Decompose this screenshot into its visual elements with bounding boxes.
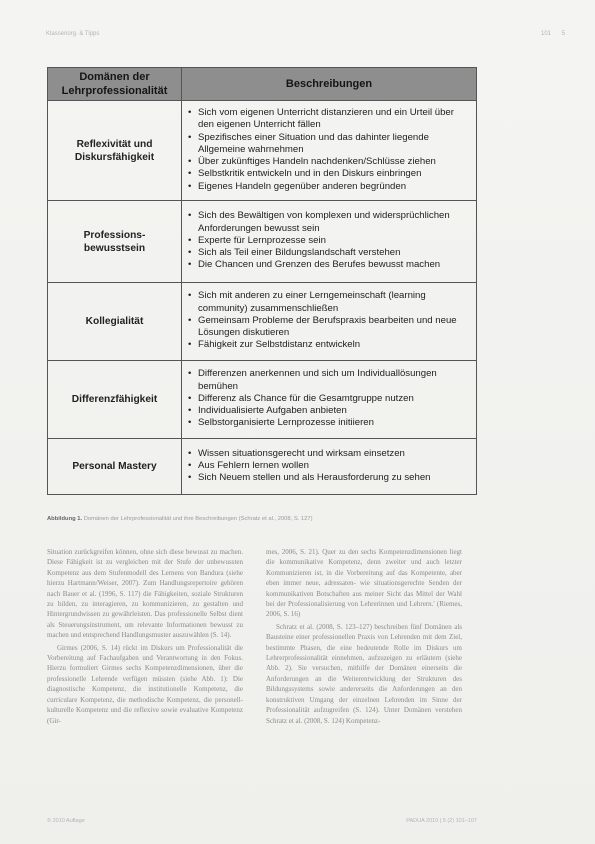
description-item: • Eigenes Handeln gegenüber anderen begründen [188,181,468,193]
description-list [188,107,468,192]
body-paragraph: Girmes (2006, S. 14) rückt im Diskurs um Professionalität die Vorbereitung auf Fachaufgaben und Verantwortung in den Fokus. Hierzu formuliert Girmes sechs Kompetenzdimensionen, über die professionelle Lehrende verfügen müssten (siehe Abb. 1): Die diagnostische Kompetenz, die institutionelle Kompetenz, die curriculare Kompetenz, die methodische Kompetenz, die personell-kulturelle Kompetenz und die reflexive sowie evaluative Kompetenz (Gir- [47,643,243,725]
header-domain [48,68,182,101]
description-item: • Die Chancen und Grenzen des Berufes bewusst machen [188,259,468,271]
body-paragraph: mes, 2006, S. 21). Quer zu den sechs Kompetenzdimensionen liegt die kommunikative Kompetenz, denn zweiter und auch letzter Kommunizieren ist, in die Vorbereitung auf das Kompetente, aber eben immer neue, adressaten- wie situationsgerechte Senden der kommunikativen Botschaften aus meiner Sicht das Mittel der Wahl bei der Professionalisierung von Lehrerinnen und Lehrern.' (Riemes, 2006, S. 16) [266,548,462,619]
table-row [48,283,477,361]
running-head-left: Klassenorg. & Tipps [46,31,100,37]
caption-label: Abbildung 1. [47,516,83,522]
description-item: • Selbstorganisierte Lernprozesse initiieren [188,417,468,429]
domain-cell [48,201,182,283]
table-row [48,201,477,283]
running-head-right: 101 [540,31,551,37]
domain-cell [48,101,182,201]
domain-name-line1: Professions- [83,229,146,241]
description-item: • Wissen situationsgerecht und wirksam einsetzen [188,448,468,460]
header-domain-line1: Domänen der [79,71,150,83]
domain-name-line1: Kollegialität [85,316,144,327]
header-domain-line2: Lehrprofessionalität [61,85,168,97]
description-cell [182,439,477,495]
figure-caption [47,515,477,523]
body-column-left [47,547,243,800]
domain-cell [48,439,182,495]
table-row [48,361,477,439]
description-item: • Individualisierte Aufgaben anbieten [188,405,468,417]
description-list [188,290,468,351]
description-item: • Über zukünftiges Handeln nachdenken/Schlüsse ziehen [188,156,468,168]
header-descriptions: Beschreibungen [182,68,477,101]
description-item: • Gemeinsam Probleme der Berufspraxis bearbeiten und neue Lösungen diskutieren [188,315,468,339]
domain-cell [48,283,182,361]
table-header-row [48,68,477,101]
caption-text: Domänen der Lehrprofessionalität und ihre Beschreibungen (Schratz et al., 2008, S. 127) [83,516,313,522]
description-list [188,210,468,271]
description-item: • Differenz als Chance für die Gesamtgruppe nutzen [188,393,468,405]
description-item: • Sich als Teil einer Bildungslandschaft verstehen [188,247,468,259]
description-cell [182,101,477,201]
description-cell [182,361,477,439]
description-item: • Differenzen anerkennen und sich um Individuallösungen bemühen [188,368,468,392]
description-item: • Aus Fehlern lernen wollen [188,460,468,472]
domain-cell [48,361,182,439]
running-head-page: 5 [561,31,565,37]
description-item: • Sich Neuem stellen und als Herausforderung zu sehen [188,472,468,484]
footer-left: © 2010 Auflage [47,818,85,824]
body-paragraph: Situation zurückgreifen können, ohne sich diese bewusst zu machen. Diese Fähigkeit ist zu vergleichen mit der Stufe der unbewussten Kompetenz aus dem Stufenmodell des Lernens von Bandura (siehe hierzu Hartmann/Weiser, 2007). Zum Handlungsrepertoire gehören nach Bauer et al. (1996, S. 117) die Fähigkeiten, soziale Strukturen zu bilden, zu interagieren, zu kommunizieren, zu gestalten und Hintergrundwissen zu gewährleisten. Das professionelle Selbst dient als Steuerungsinstrument, um relevante Informationen bewusst zu machen und entsprechend Handlungsmuster auszuwählen (S. 14). [47,548,243,640]
domain-name-line2: bewusstsein [83,242,146,254]
description-item: • Experte für Lernprozesse sein [188,235,468,247]
table-row [48,101,477,201]
description-cell [182,201,477,283]
description-item: • Sich mit anderen zu einer Lerngemeinschaft (learning community) zusammenschließen [188,290,468,314]
domain-name-line1: Personal Mastery [72,461,157,472]
description-cell [182,283,477,361]
description-item: • Sich des Bewältigen von komplexen und widersprüchlichen Anforderungen bewusst sein [188,210,468,234]
footer-right: PADUA 2010 | 5 (2) 101–107 [406,818,477,824]
domain-name-line1: Reflexivität und [76,138,153,150]
description-item: • Selbstkritik entwickeln und in den Diskurs einbringen [188,168,468,180]
running-head [46,31,565,41]
domains-table [47,67,477,495]
description-item: • Spezifisches einer Situation und das dahinter liegende Allgemeine wahrnehmen [188,132,468,156]
description-item: • Sich vom eigenen Unterricht distanzieren und ein Urteil über den eigenen Unterricht fällen [188,107,468,131]
body-paragraph: Schratz et al. (2008, S. 123–127) beschreiben fünf Domänen als Bausteine einer professionellen Praxis von Lehrenden mit dem Ziel, bestimmte Phasen, die eine bedeutende Rolle im Diskurs um Lehrerprofessionalität einnehmen, aufzuzeigen zu erläutern (siehe Abb. 2). Sie versuchen, mithilfe der Domänen einerseits die Anforderungen an die Weiterentwicklung der Strukturen des Bildungssystems sowie andererseits die Anforderungen an den konstruktiven Umgang der einzelnen Lehrenden im Sinne der Professionalität aufzugreifen (S. 124). Unter Domänen verstehen Schratz et al. (2008, S. 124) Kompetenz- [266,622,462,725]
table-row [48,439,477,495]
description-list [188,368,468,429]
description-list [188,448,468,485]
description-item: • Fähigkeit zur Selbstdistanz entwickeln [188,339,468,351]
body-column-right [266,547,462,800]
domain-name-line1: Differenzfähigkeit [71,394,158,405]
domain-name-line2: Diskursfähigkeit [74,151,155,163]
